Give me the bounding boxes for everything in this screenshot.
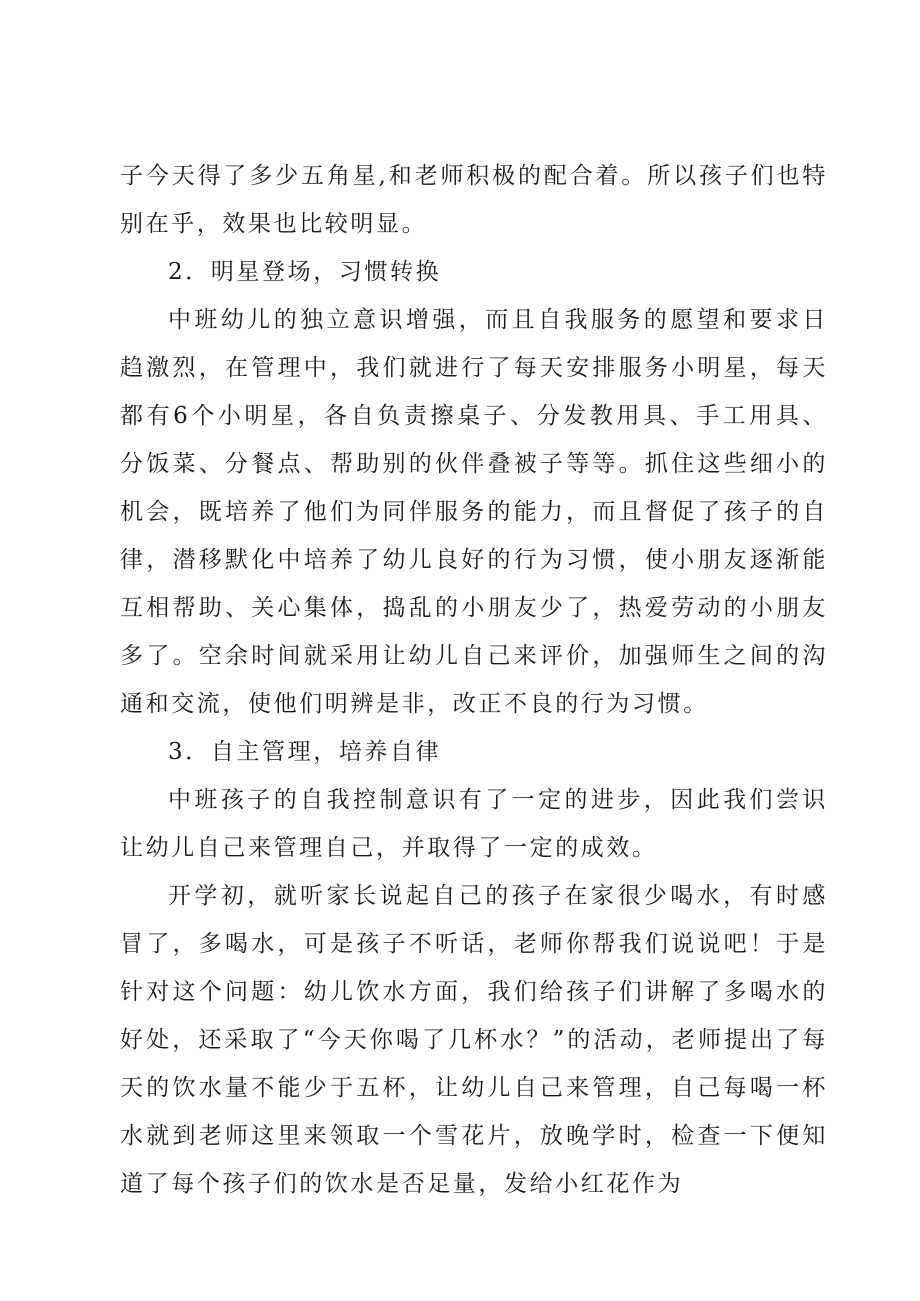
paragraph-continuation: 子今天得了多少五角星,和老师积极的配合着。所以孩子们也特别在乎，效果也比较明显。	[120, 163, 828, 237]
section-heading-3: 3．自主管理，培养自律	[168, 739, 442, 765]
section-heading-2: 2．明星登场，习惯转换	[168, 259, 442, 285]
paragraph-self-management: 中班孩子的自我控制意识有了一定的进步，因此我们尝识让幼儿自己来管理自己，并取得了一定的成效。	[120, 787, 828, 861]
paragraph-drinking-water: 开学初，就听家长说起自己的孩子在家很少喝水，有时感冒了，多喝水，可是孩子不听话，老师你帮我们说说吧！于是针对这个问题：幼儿饮水方面，我们给孩子们讲解了多喝水的好处，还采取了“今天你喝了几杯水？”的活动，老师提出了每天的饮水量不能少于五杯，让幼儿自己来管理，自己每喝一杯水就到老师这里来领取一个雪花片，放晚学时，检查一下便知道了每个孩子们的饮水是否足量，发给小红花作为	[120, 883, 828, 1197]
paragraph-service-stars: 中班幼儿的独立意识增强，而且自我服务的愿望和要求日趋激烈，在管理中，我们就进行了每天安排服务小明星，每天都有6个小明星，各自负责擦桌子、分发教用具、手工用具、分饭菜、分餐点、帮助别的伙伴叠被子等等。抓住这些细小的机会，既培养了他们为同伴服务的能力，而且督促了孩子的自律，潜移默化中培养了幼儿良好的行为习惯，使小朋友逐渐能互相帮助、关心集体，捣乱的小朋友少了，热爱劳动的小朋友多了。空余时间就采用让幼儿自己来评价，加强师生之间的沟通和交流，使他们明辨是非，改正不良的行为习惯。	[120, 307, 828, 717]
document-body	[120, 152, 828, 1208]
